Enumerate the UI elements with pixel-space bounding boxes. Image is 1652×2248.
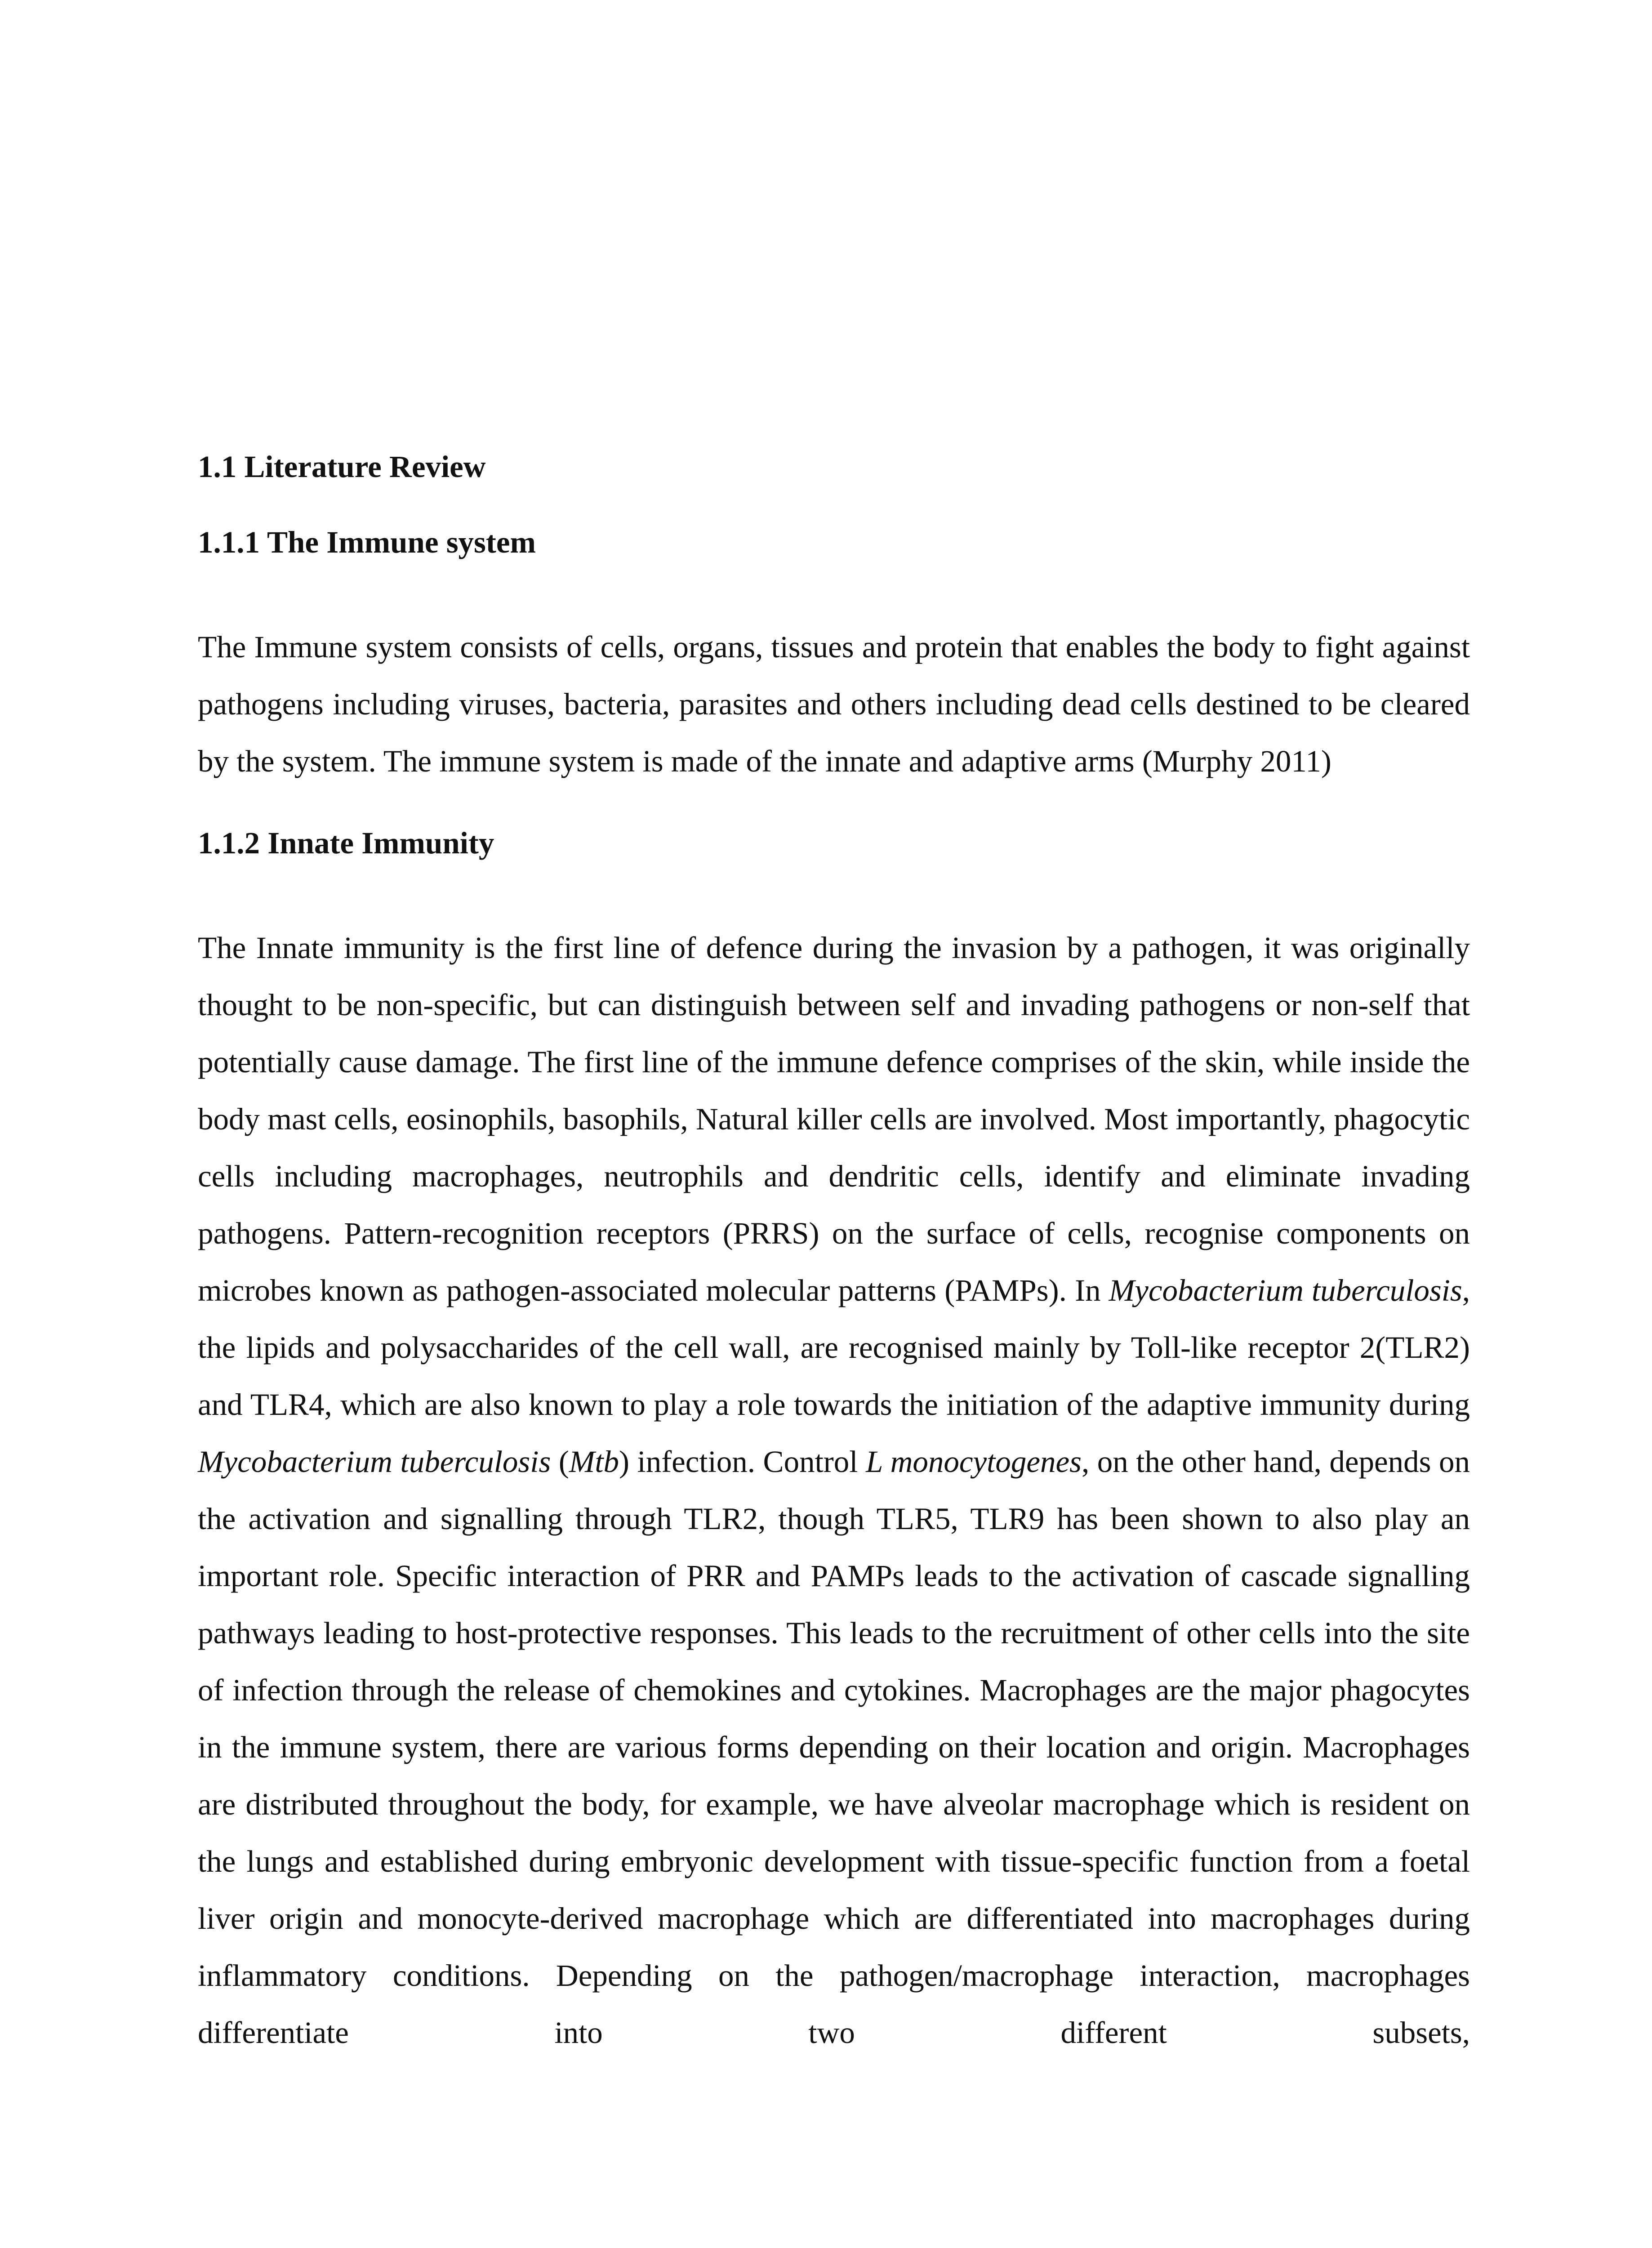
innate-text-part-5: , on the other hand, depends on the activation and signalling through TLR2, though TLR5, TLR9 has been shown to also play an important role. Specific interaction of PRR and PAMPs leads to the activation of cascade signalling pathways leading to host-protective responses. This leads to the recruitment of other cells into the site of infection through the release of chemokines and cytokines. Macrophages are the major phagocytes in the immune system, there are various forms depending on their location and origin. Macrophages are distributed throughout the body, for example, we have alveolar macrophage which is resident on the lungs and established during embryonic development with tissue-specific function from a foetal liver origin and monocyte-derived macrophage which are differentiated into macrophages during inflammatory conditions. Depending on the pathogen/macrophage interaction, macrophages differentiate into two different subsets, [198, 1445, 1470, 2050]
italic-species-listeria: L monocytogenes [865, 1445, 1082, 1479]
italic-abbrev-mtb: Mtb [569, 1445, 619, 1479]
innate-text-part-2: , the lipids and polysaccharides of the cell wall, are recognised mainly by Toll-like receptor 2(TLR2) and TLR4, which are also known to play a role towards the initiation of the adaptive immunity during [198, 1273, 1470, 1422]
italic-species-mycobacterium-2: Mycobacterium tuberculosis [198, 1445, 551, 1479]
innate-text-part-4: ) infection. Control [619, 1445, 866, 1479]
section-heading-literature-review: 1.1 Literature Review [198, 450, 486, 484]
section-heading-innate-immunity: 1.1.2 Innate Immunity [198, 826, 494, 860]
page-content [198, 445, 1470, 2061]
immune-system-paragraph: The Immune system consists of cells, organs, tissues and protein that enables the body to fight against pathogens including viruses, bacteria, parasites and others including dead cells destined to be cleared by the system. The immune system is made of the innate and adaptive arms (Murphy 2011) [198, 630, 1470, 778]
innate-text-part-3: ( [551, 1445, 569, 1479]
innate-text-part-1: The Innate immunity is the first line of defence during the invasion by a pathogen, it was originally thought to be non-specific, but can distinguish between self and invading pathogens or non-self that potentially cause damage. The first line of the immune defence comprises of the skin, while inside the body mast cells, eosinophils, basophils, Natural killer cells are involved. Most importantly, phagocytic cells including macrophages, neutrophils and dendritic cells, identify and eliminate invading pathogens. Pattern-recognition receptors (PRRS) on the surface of cells, recognise components on microbes known as pathogen-associated molecular patterns (PAMPs). In [198, 931, 1470, 1307]
section-heading-immune-system: 1.1.1 The Immune system [198, 525, 536, 559]
innate-immunity-paragraph [198, 919, 1470, 2061]
italic-species-mycobacterium-1: Mycobacterium tuberculosis [1109, 1273, 1462, 1307]
